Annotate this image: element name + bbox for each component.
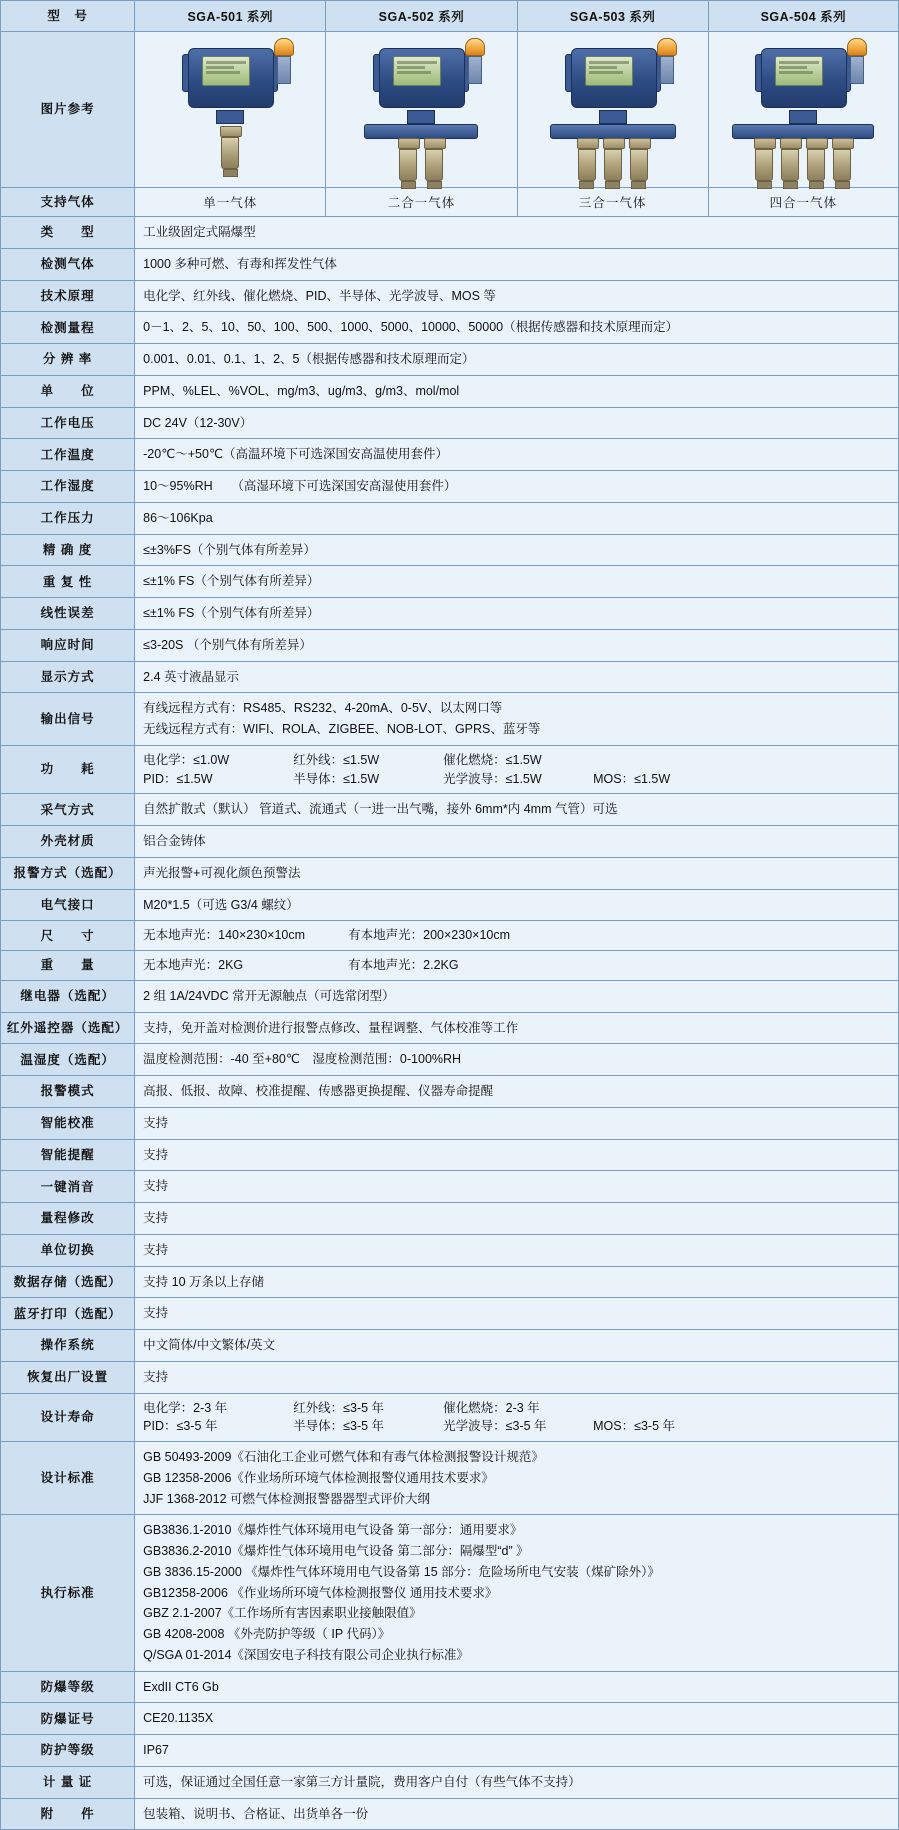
row-value-line: ≤3-20S （个别气体有所差异）	[143, 637, 312, 652]
gas-support-value-2: 二合一气体	[326, 188, 517, 217]
table-row-gas-support	[1, 188, 899, 217]
row-label: 检测气体	[1, 248, 135, 280]
row-label: 一键消音	[1, 1171, 135, 1203]
row-value-line: GB 4208-2008 《外壳防护等级（ IP 代码）》	[143, 1627, 391, 1641]
table-row	[1, 534, 899, 566]
table-row	[1, 407, 899, 439]
table-row	[1, 344, 899, 376]
row-value	[135, 693, 899, 746]
model-header-4: SGA-504 系列	[708, 1, 898, 32]
product-image-cell-1	[135, 32, 326, 188]
table-row	[1, 1361, 899, 1393]
row-label: 报警方式（选配）	[1, 857, 135, 889]
table-row	[1, 1393, 899, 1442]
row-label: 量程修改	[1, 1203, 135, 1235]
row-value-line: M20*1.5（可选 G3/4 螺纹）	[143, 897, 299, 912]
row-value-line: 工业级固定式隔爆型	[143, 225, 256, 239]
row-value-line: 高报、低报、故障、校准提醒、传感器更换提醒、仪器寿命提醒	[143, 1084, 494, 1098]
row-label: 设计标准	[1, 1442, 135, 1515]
row-value-segment: 有本地声光：2.2KG	[348, 958, 459, 972]
row-value	[135, 1330, 899, 1362]
row-value	[135, 217, 899, 249]
row-value	[135, 1076, 899, 1108]
row-value	[135, 566, 899, 598]
row-label: 检测量程	[1, 312, 135, 344]
row-value-line: JJF 1368-2012 可燃气体检测报警器器型式评价大纲	[143, 1491, 431, 1506]
row-value-line: GB 12358-2006《作业场所环境气体检测报警仪通用技术要求》	[143, 1470, 494, 1485]
row-value-line: ≤±3%FS（个别气体有所差异）	[143, 542, 316, 557]
row-value	[135, 1266, 899, 1298]
row-value-line: 支持	[143, 1115, 169, 1130]
row-value-line: 支持 10 万条以上存储	[143, 1274, 264, 1289]
table-row	[1, 1671, 899, 1703]
gas-support-value-3: 三合一气体	[517, 188, 708, 217]
table-row	[1, 889, 899, 921]
row-label: 计 量 证	[1, 1766, 135, 1798]
row-value	[135, 921, 899, 951]
row-label: 工作温度	[1, 439, 135, 471]
table-row	[1, 1171, 899, 1203]
row-value	[135, 375, 899, 407]
row-label: 外壳材质	[1, 826, 135, 858]
row-label: 恢复出厂设置	[1, 1361, 135, 1393]
row-label: 电气接口	[1, 889, 135, 921]
row-value	[135, 1107, 899, 1139]
table-row	[1, 312, 899, 344]
row-value-line: CE20.1135X	[143, 1711, 214, 1726]
table-row	[1, 980, 899, 1012]
row-value	[135, 534, 899, 566]
row-value-segment: 催化燃烧：2-3 年	[443, 1400, 540, 1415]
row-value	[135, 794, 899, 826]
row-value	[135, 407, 899, 439]
table-row	[1, 598, 899, 630]
row-value-line: 1000 多种可燃、有毒和挥发性气体	[143, 256, 337, 271]
row-label-image-reference: 图片参考	[1, 32, 135, 188]
row-value-segment: 光学波导：≤1.5W	[443, 771, 542, 786]
row-value-line: 支持	[143, 1147, 169, 1162]
row-value	[135, 1798, 899, 1830]
table-row-model	[1, 1, 899, 32]
row-value	[135, 826, 899, 858]
table-row	[1, 951, 899, 981]
row-value-line: 包装箱、说明书、合格证、出货单各一份	[143, 1806, 369, 1821]
row-label: 数据存储（选配）	[1, 1266, 135, 1298]
row-value-line: 电化学、红外线、催化燃烧、PID、半导体、光学波导、MOS 等	[143, 288, 496, 303]
gas-support-value-1: 单一气体	[135, 188, 326, 217]
row-value-segment: 电化学：≤1.0W	[143, 752, 230, 767]
table-row	[1, 629, 899, 661]
row-value-line: 支持	[143, 1242, 169, 1257]
table-row	[1, 826, 899, 858]
table-row	[1, 217, 899, 249]
row-label: 重 量	[1, 951, 135, 981]
row-label: 类 型	[1, 217, 135, 249]
row-value-line: 支持	[143, 1211, 169, 1225]
row-value-segment: 红外线：≤1.5W	[293, 752, 380, 767]
row-value	[135, 951, 899, 981]
table-row	[1, 661, 899, 693]
table-row	[1, 794, 899, 826]
row-value	[135, 1671, 899, 1703]
row-value-segment: MOS：≤1.5W	[593, 771, 671, 786]
table-row	[1, 502, 899, 534]
row-value	[135, 502, 899, 534]
table-row	[1, 1266, 899, 1298]
row-value-line: 支持，免开盖对检测价进行报警点修改、量程调整、气体校准等工作	[143, 1020, 519, 1035]
row-value	[135, 248, 899, 280]
row-value-line: 2.4 英寸液晶显示	[143, 669, 239, 684]
row-label: 执行标准	[1, 1515, 135, 1671]
table-row	[1, 857, 899, 889]
row-label: 红外遥控器（选配）	[1, 1012, 135, 1044]
row-label: 工作压力	[1, 502, 135, 534]
row-value-line: GB3836.1-2010《爆炸性气体环境用电气设备 第一部分：通用要求》	[143, 1523, 523, 1538]
row-value-line: IP67	[143, 1743, 169, 1757]
row-value-line: -20℃～+50℃（高温环境下可选深国安高温使用套件）	[143, 447, 448, 462]
table-row	[1, 471, 899, 503]
gas-detector-1-probe-icon	[135, 34, 325, 186]
row-label: 单位切换	[1, 1234, 135, 1266]
row-label: 设计寿命	[1, 1393, 135, 1442]
row-label: 智能提醒	[1, 1139, 135, 1171]
row-label: 输出信号	[1, 693, 135, 746]
row-label: 响应时间	[1, 629, 135, 661]
table-row	[1, 375, 899, 407]
table-row	[1, 280, 899, 312]
row-label: 尺 寸	[1, 921, 135, 951]
row-label: 智能校准	[1, 1107, 135, 1139]
row-value	[135, 1703, 899, 1735]
row-value	[135, 745, 899, 794]
row-value-line: 0－1、2、5、10、50、100、500、1000、5000、10000、50000（根据传感器和技术原理而定）	[143, 320, 679, 335]
row-value	[135, 1012, 899, 1044]
row-value	[135, 439, 899, 471]
row-value	[135, 629, 899, 661]
row-label: 线性误差	[1, 598, 135, 630]
gas-detector-3-probe-icon	[518, 34, 708, 186]
row-value	[135, 980, 899, 1012]
row-value-line: 2 组 1A/24VDC 常开无源触点（可选常闭型）	[143, 988, 395, 1003]
row-label: 报警模式	[1, 1076, 135, 1108]
row-value-line: 10～95%RH （高湿环境下可选深国安高湿使用套件）	[143, 479, 457, 493]
row-value	[135, 1515, 899, 1671]
gas-detector-2-probe-icon	[326, 34, 516, 186]
row-label: 重 复 性	[1, 566, 135, 598]
row-value-line: GB3836.2-2010《爆炸性气体环境用电气设备 第二部分：隔爆型“d” 》	[143, 1544, 529, 1558]
row-value-line: GB 50493-2009《石油化工企业可燃气体和有毒气体检测报警设计规范》	[143, 1450, 544, 1464]
table-row	[1, 1766, 899, 1798]
model-header-3: SGA-503 系列	[517, 1, 708, 32]
row-value-line: GB12358-2006 《作业场所环境气体检测报警仪 通用技术要求》	[143, 1585, 498, 1600]
row-value-line: 无线远程方式有：WIFI、ROLA、ZIGBEE、NOB-LOT、GPRS、蓝牙等	[143, 722, 541, 736]
row-value-segment: 光学波导：≤3-5 年	[443, 1419, 547, 1434]
row-value	[135, 1171, 899, 1203]
table-row	[1, 1515, 899, 1671]
gas-support-value-4: 四合一气体	[708, 188, 898, 217]
table-row	[1, 1234, 899, 1266]
row-label: 工作湿度	[1, 471, 135, 503]
row-label: 温湿度（选配）	[1, 1044, 135, 1076]
row-value-line: ExdII CT6 Gb	[143, 1679, 219, 1694]
row-value-line: Q/SGA 01-2014《深国安电子科技有限公司企业执行标准》	[143, 1647, 469, 1662]
row-value-segment: 无本地声光：2KG	[143, 958, 244, 972]
row-value	[135, 1044, 899, 1076]
table-row	[1, 1203, 899, 1235]
row-label: 分 辨 率	[1, 344, 135, 376]
row-value	[135, 1766, 899, 1798]
row-value-segment: 红外线：≤3-5 年	[293, 1400, 385, 1415]
row-value-line: GB 3836.15-2000 《爆炸性气体环境用电气设备第 15 部分：危险场所电气安装（煤矿除外）》	[143, 1564, 660, 1579]
row-label: 工作电压	[1, 407, 135, 439]
row-value-line: PPM、%LEL、%VOL、mg/m3、ug/m3、g/m3、mol/mol	[143, 383, 460, 398]
table-row	[1, 248, 899, 280]
table-row	[1, 1044, 899, 1076]
row-value	[135, 1298, 899, 1330]
row-value-segment: PID：≤3-5 年	[143, 1419, 218, 1434]
row-value-line: GBZ 2.1-2007《工作场所有害因素职业接触限值》	[143, 1606, 422, 1621]
table-row	[1, 1330, 899, 1362]
row-label: 技术原理	[1, 280, 135, 312]
table-row	[1, 693, 899, 746]
row-value-line: 支持	[143, 1369, 169, 1384]
row-value	[135, 1234, 899, 1266]
row-value-line: 有线远程方式有：RS485、RS232、4-20mA、0-5V、以太网口等	[143, 701, 503, 716]
row-value-line: 中文简体/中文繁体/英文	[143, 1338, 276, 1352]
row-value-line: 铝合金铸体	[143, 834, 206, 848]
row-value-segment: 半导体：≤1.5W	[293, 771, 380, 786]
row-value	[135, 1361, 899, 1393]
table-row	[1, 745, 899, 794]
row-label-gas-support: 支持气体	[1, 188, 135, 217]
row-value-line: DC 24V（12-30V）	[143, 415, 253, 430]
table-row	[1, 1012, 899, 1044]
row-value	[135, 1442, 899, 1515]
row-label: 单 位	[1, 375, 135, 407]
row-value-line: 温度检测范围：-40 至+80℃ 湿度检测范围：0-100%RH	[143, 1052, 462, 1067]
row-value-line: ≤±1% FS（个别气体有所差异）	[143, 574, 320, 589]
table-row	[1, 1442, 899, 1515]
row-value	[135, 471, 899, 503]
row-label: 显示方式	[1, 661, 135, 693]
table-row	[1, 1298, 899, 1330]
row-label: 采气方式	[1, 794, 135, 826]
row-value-line: 0.001、0.01、0.1、1、2、5（根据传感器和技术原理而定）	[143, 352, 475, 366]
table-row	[1, 1735, 899, 1767]
row-value-segment: 半导体：≤3-5 年	[293, 1419, 385, 1434]
table-row	[1, 1076, 899, 1108]
model-header-2: SGA-502 系列	[326, 1, 517, 32]
row-value	[135, 661, 899, 693]
row-label: 蓝牙打印（选配）	[1, 1298, 135, 1330]
product-image-cell-2	[326, 32, 517, 188]
row-value-segment: MOS：≤3-5 年	[593, 1419, 676, 1434]
row-value-line: 86～106Kpa	[143, 510, 213, 525]
row-value-segment: 电化学：2-3 年	[143, 1400, 228, 1415]
row-label: 防爆证号	[1, 1703, 135, 1735]
row-value	[135, 889, 899, 921]
row-value-segment: 无本地声光：140×230×10cm	[143, 928, 306, 943]
table-row	[1, 1798, 899, 1830]
product-image-cell-3	[517, 32, 708, 188]
row-label: 防爆等级	[1, 1671, 135, 1703]
row-value-line: 支持	[143, 1306, 169, 1321]
row-value-segment: 有本地声光：200×230×10cm	[348, 928, 511, 943]
row-value-line: ≤±1% FS（个别气体有所差异）	[143, 606, 320, 620]
row-value	[135, 1203, 899, 1235]
table-row-images	[1, 32, 899, 188]
row-label: 功 耗	[1, 745, 135, 794]
table-row	[1, 921, 899, 951]
row-label: 精 确 度	[1, 534, 135, 566]
row-value	[135, 1735, 899, 1767]
row-value	[135, 1139, 899, 1171]
row-value-line: 声光报警+可视化颜色预警法	[143, 865, 301, 880]
row-value	[135, 857, 899, 889]
row-value	[135, 280, 899, 312]
table-row	[1, 439, 899, 471]
row-label: 操作系统	[1, 1330, 135, 1362]
row-value-segment: PID：≤1.5W	[143, 771, 213, 786]
model-header-1: SGA-501 系列	[135, 1, 326, 32]
row-value	[135, 344, 899, 376]
row-value-line: 可选，保证通过全国任意一家第三方计量院，费用客户自付（有些气体不支持）	[143, 1774, 581, 1789]
row-label: 附 件	[1, 1798, 135, 1830]
table-row	[1, 566, 899, 598]
row-label-model: 型 号	[1, 1, 135, 32]
row-value-line: 自然扩散式（默认） 管道式、流通式（一进一出气嘴，接外 6mm*内 4mm 气管）可选	[143, 802, 618, 817]
table-row	[1, 1139, 899, 1171]
gas-detector-4-probe-icon	[709, 34, 898, 186]
table-row	[1, 1703, 899, 1735]
row-label: 继电器（选配）	[1, 980, 135, 1012]
row-value-segment: 催化燃烧：≤1.5W	[443, 752, 542, 767]
row-value	[135, 1393, 899, 1442]
table-row	[1, 1107, 899, 1139]
row-value	[135, 598, 899, 630]
row-value-line: 支持	[143, 1179, 169, 1194]
row-value	[135, 312, 899, 344]
product-image-cell-4	[708, 32, 898, 188]
row-label: 防护等级	[1, 1735, 135, 1767]
